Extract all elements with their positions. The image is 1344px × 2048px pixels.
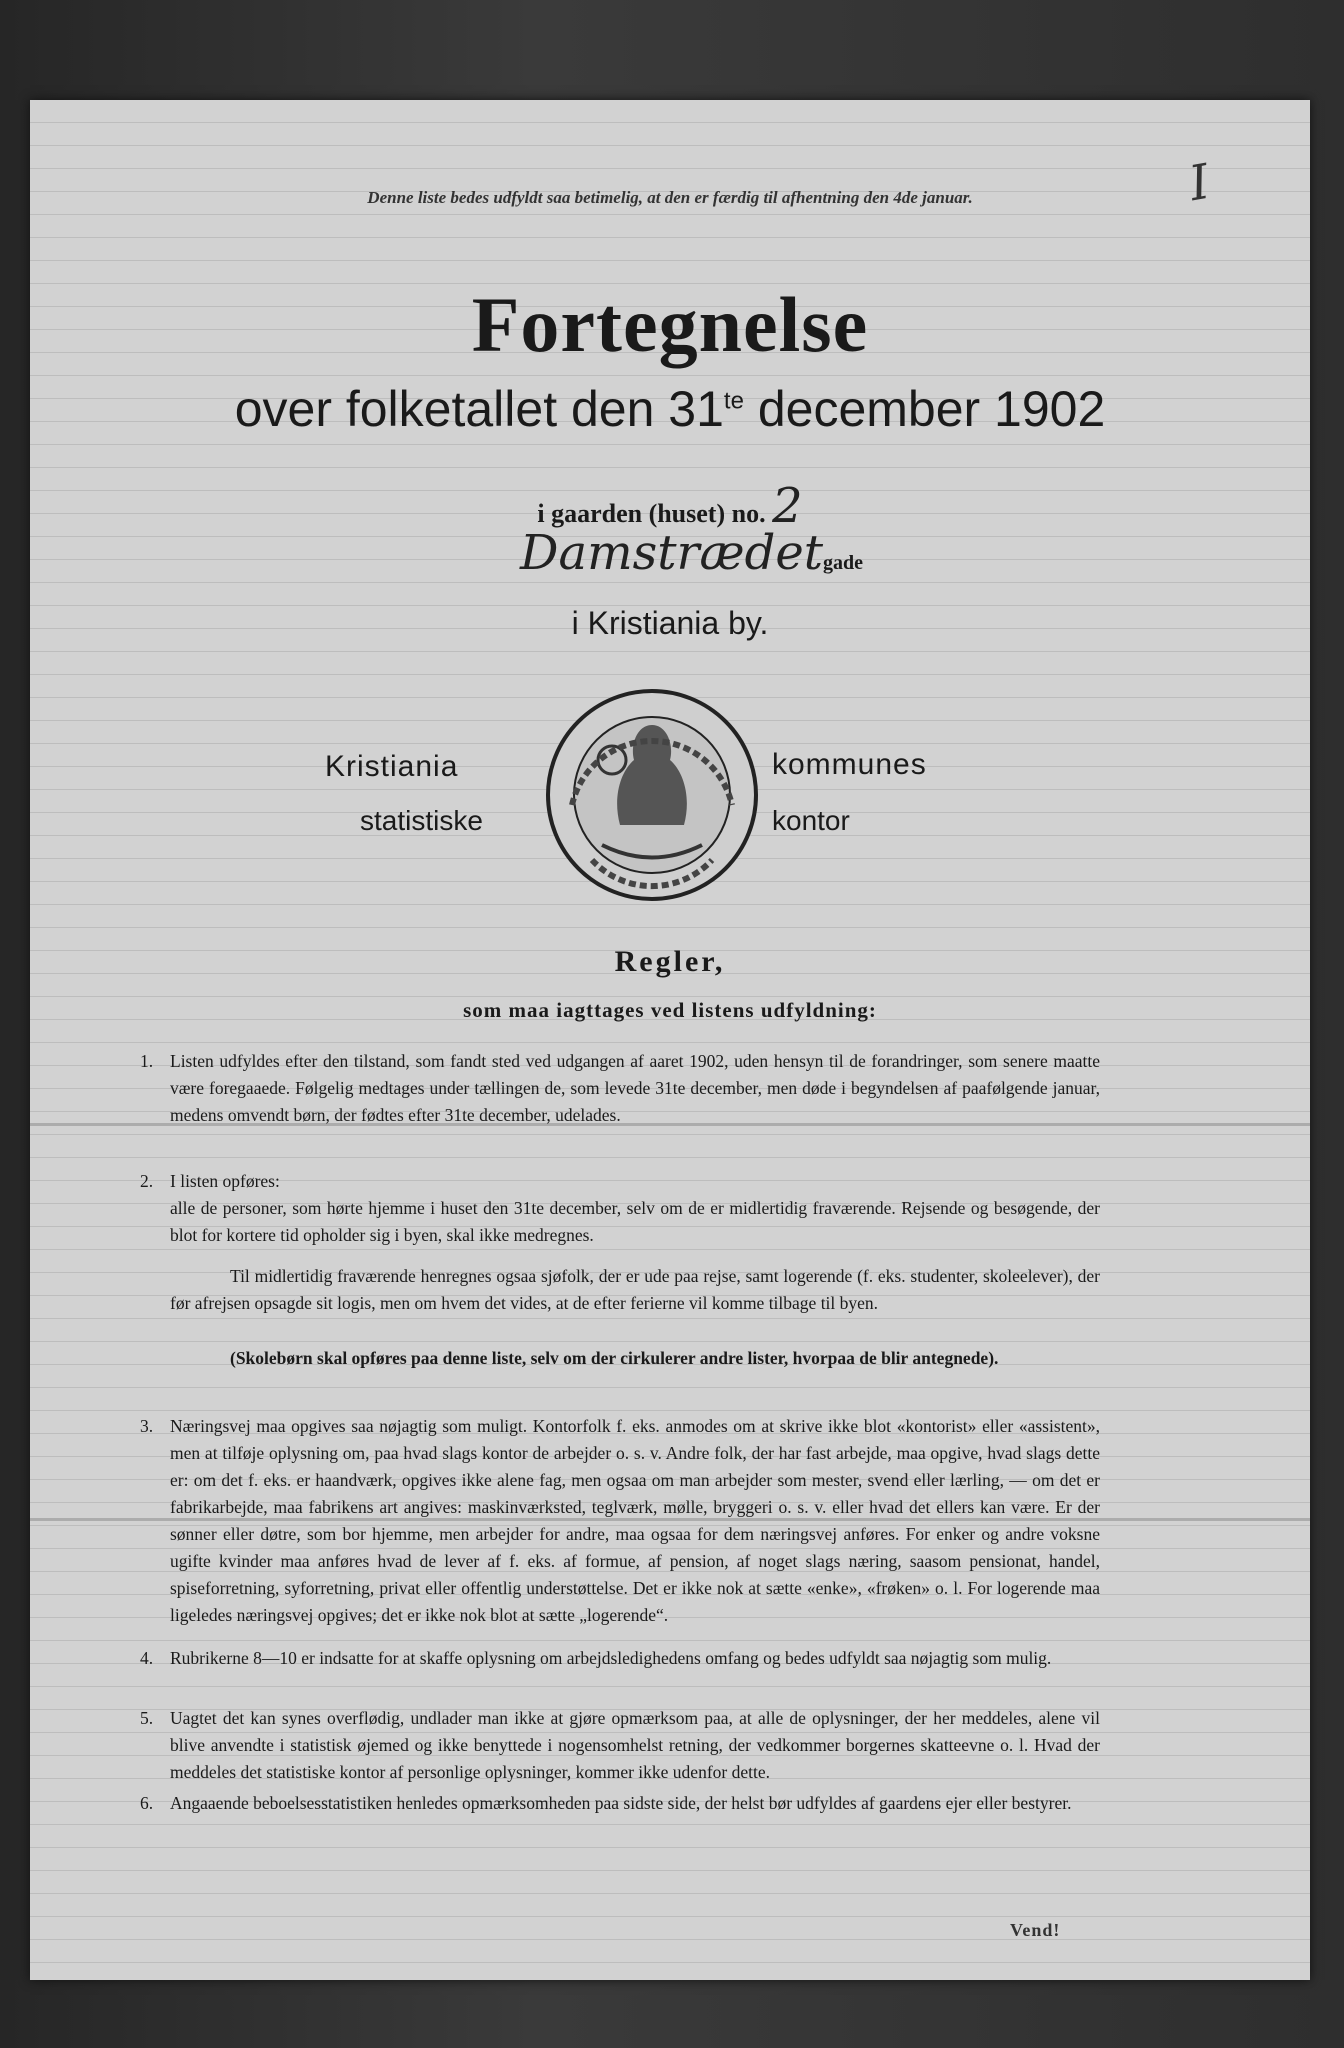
- census-form-page: [30, 100, 1310, 1980]
- office-label-left-1: Kristiania: [325, 750, 459, 783]
- subtitle-sup: te: [723, 387, 744, 415]
- rule-text: Uagtet det kan synes overflødig, undlader man ikke at gjøre opmærksom paa, at alle de oplysninger, der her meddeles, alene vil blive anvendte i statistisk øjemed og ikke benyttede i nogensomhelst retning, der vedkommer borgernes skatteevne o. l. Hvad der meddeles det statistiske kontor af personlige oplysninger, kommer ikke udenfor dette.: [170, 1708, 1100, 1782]
- rules-subheading: som maa iagttages ved listens udfyldning:: [463, 998, 877, 1022]
- subtitle-post: december 1902: [743, 381, 1106, 437]
- rule-number: 2.: [140, 1171, 154, 1191]
- rule-text: Næringsvej maa opgives saa nøjagtig som muligt. Kontorfolk f. eks. anmodes om at skrive ikke blot «kontorist» eller «assistent», men at tilføje oplysning om, paa hvad slags kontor de arbejder o. s. v. Andre folk, der har fast arbejde, maa opgive, hvad slags dette er: om det f. eks. er haandværk, opgives ikke alene fag, men ogsaa om man arbejder som mester, svend eller lærling, — om det er fabrikarbejde, maa fabrikens art angives: maskinværksted, teglværk, mølle, bryggeri o. s. v. eller hvad det ellers kan være. Er der sønner eller døtre, som bor hjemme, men arbejder for andre, maa ogsaa for dem næringsvej anføres. For enker og andre voksne ugifte kvinder maa anføres hvad de lever af f. eks. af formue, af pension, af noget slags næring, saasom pensionat, handel, spiseforretning, syforretning, privat eller offentlig understøttelse. Det er ikke nok at sætte «enke», «frøken» o. l. For logerende maa ligeledes næringsvej opgives; det er ikke nok blot at sætte „logerende“.: [170, 1416, 1100, 1625]
- street-line: [520, 525, 863, 581]
- rule-item: [140, 1790, 1100, 1817]
- rule-item: [140, 1645, 1100, 1672]
- rule-item-note: [170, 1345, 1100, 1372]
- rule-item: [140, 1168, 1100, 1317]
- rule-text: Listen udfyldes efter den tilstand, som fandt sted ved udgangen af aaret 1902, uden hensyn til de forandringer, som senere maatte være foregaaede. Følgelig medtages under tællingen de, som levede 31te december, men døde i begyndelsen af paafølgende januar, medens omvendt børn, der fødtes efter 31te december, udelades.: [170, 1051, 1100, 1125]
- rule-item: [140, 1048, 1100, 1129]
- office-label-left-2: statistiske: [360, 805, 483, 836]
- rule-text: Rubrikerne 8—10 er indsatte for at skaffe oplysning om arbejdsledighedens omfang og bedes udfyldt saa nøjagtig som mulig.: [170, 1648, 1052, 1668]
- street-name-handwritten: Damstrædet: [520, 525, 824, 581]
- rule-item: [140, 1413, 1100, 1629]
- house-number-handwritten: 2: [772, 478, 803, 534]
- rule-item: [140, 1705, 1100, 1786]
- kristiania-city-seal: [542, 685, 762, 905]
- house-label: i gaarden (huset) no.: [537, 499, 766, 528]
- return-deadline-notice: Denne liste bedes udfyldt saa betimelig, at den er færdig til afhentning den 4de januar.: [367, 188, 973, 207]
- rule-number: 5.: [140, 1708, 154, 1728]
- rule-text: I listen opføres:: [170, 1171, 280, 1191]
- form-title: Fortegnelse: [471, 281, 869, 368]
- rule-text: Til midlertidig fraværende henregnes ogsaa sjøfolk, der er ude paa rejse, samt logerende (f. eks. studenter, skoleelever), der før afrejsen opsagde sit logis, men om hvem det vides, at de efter ferierne vil komme tilbage til byen.: [170, 1266, 1100, 1313]
- subtitle-pre: over folketallet den 31: [234, 381, 724, 437]
- rule-number: 4.: [140, 1648, 154, 1668]
- rule-number: 6.: [140, 1793, 154, 1813]
- office-label-right-2: kontor: [772, 805, 850, 836]
- rule-text: alle de personer, som hørte hjemme i huset den 31te december, selv om de er midlertidig fraværende. Rejsende og besøgende, der blot for kortere tid opholder sig i byen, skal ikke medregnes.: [170, 1198, 1100, 1245]
- rule-number: 3.: [140, 1416, 154, 1436]
- street-suffix: gade: [823, 552, 864, 574]
- rule-number: 1.: [140, 1051, 154, 1071]
- handwritten-roman-mark: I: [1185, 153, 1214, 213]
- rules-heading: Regler,: [614, 945, 726, 978]
- rule-text: (Skolebørn skal opføres paa denne liste, selv om der cirkulerer andre lister, hvorpaa de blir antegnede).: [230, 1348, 999, 1368]
- office-label-right-1: kommunes: [772, 748, 927, 781]
- rule-text: Angaaende beboelsesstatistiken henledes opmærksomheden paa sidste side, der helst bør udfyldes af gaardens ejer eller bestyrer.: [170, 1793, 1072, 1813]
- form-subtitle: [30, 380, 1310, 438]
- turn-page-note: Vend!: [1010, 1920, 1061, 1940]
- city-line: i Kristiania by.: [571, 605, 769, 641]
